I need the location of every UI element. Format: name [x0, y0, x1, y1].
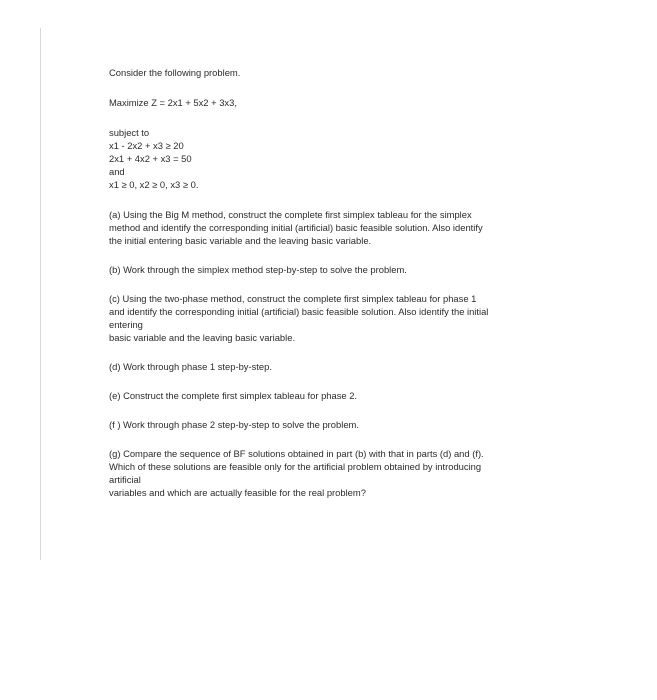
objective-function: Maximize Z = 2x1 + 5x2 + 3x3,	[109, 97, 237, 108]
part-c-line-3: entering	[109, 319, 143, 330]
part-a-line-2: method and identify the corresponding initial (artificial) basic feasible solution. Also identify	[109, 222, 483, 233]
part-a	[109, 208, 554, 247]
part-g-line-3: artificial	[109, 474, 141, 485]
problem-document	[109, 66, 554, 499]
constraint-1: x1 - 2x2 + x3 ≥ 20	[109, 140, 184, 151]
part-c-line-2: and identify the corresponding initial (artificial) basic feasible solution. Also identify the initial	[109, 306, 489, 317]
constraint-2: 2x1 + 4x2 + x3 = 50	[109, 153, 192, 164]
part-a-line-3: the initial entering basic variable and the leaving basic variable.	[109, 235, 372, 246]
part-d-line-1: (d) Work through phase 1 step-by-step.	[109, 361, 272, 372]
part-f	[109, 418, 554, 431]
part-c-line-4: basic variable and the leaving basic variable.	[109, 332, 296, 343]
part-c-line-1: (c) Using the two-phase method, construct the complete first simplex tableau for phase 1	[109, 293, 477, 304]
constraints-block	[109, 126, 554, 191]
part-c	[109, 292, 554, 344]
and-label: and	[109, 166, 125, 177]
part-f-line-1: (f ) Work through phase 2 step-by-step to solve the problem.	[109, 419, 359, 430]
part-d	[109, 360, 554, 373]
part-g-line-1: (g) Compare the sequence of BF solutions obtained in part (b) with that in parts (d) and (f).	[109, 448, 484, 459]
part-a-line-1: (a) Using the Big M method, construct the complete first simplex tableau for the simplex	[109, 209, 472, 220]
part-g	[109, 447, 554, 499]
part-e	[109, 389, 554, 402]
part-b-line-1: (b) Work through the simplex method step-by-step to solve the problem.	[109, 264, 407, 275]
part-g-line-2: Which of these solutions are feasible only for the artificial problem obtained by introducing	[109, 461, 482, 472]
part-e-line-1: (e) Construct the complete first simplex tableau for phase 2.	[109, 390, 358, 401]
part-g-line-4: variables and which are actually feasible for the real problem?	[109, 487, 366, 498]
nonnegativity-constraint: x1 ≥ 0, x2 ≥ 0, x3 ≥ 0.	[109, 179, 199, 190]
part-b	[109, 263, 554, 276]
intro-text: Consider the following problem.	[109, 67, 241, 78]
subject-to-label: subject to	[109, 127, 150, 138]
page-left-border	[40, 28, 41, 560]
